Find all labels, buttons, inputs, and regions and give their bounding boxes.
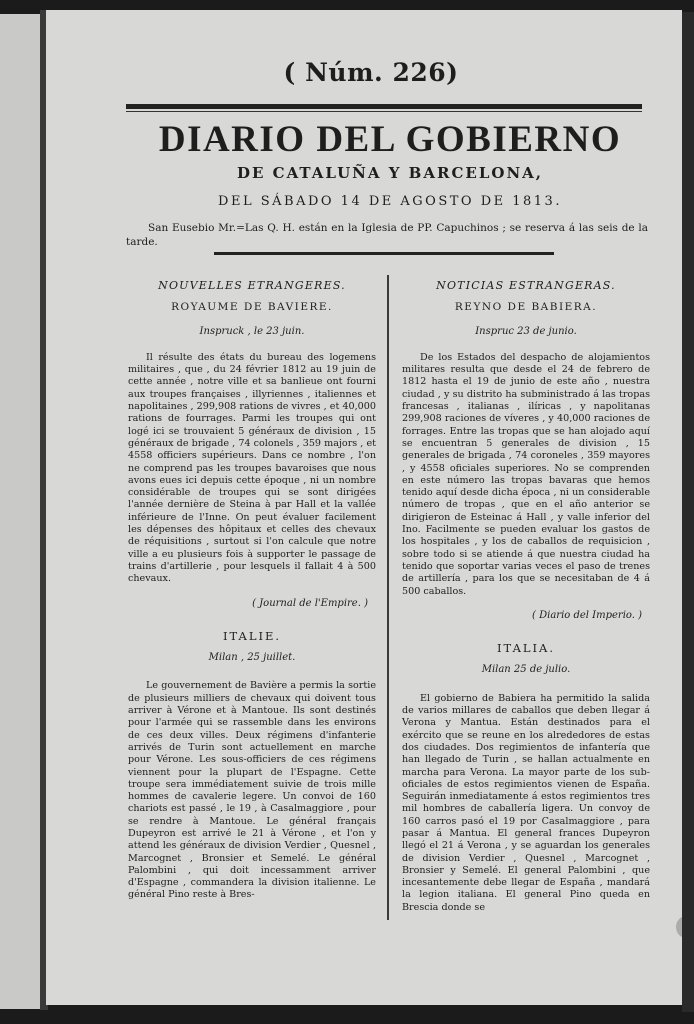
spanish-section-title: NOTICIAS ESTRANGERAS. <box>436 279 616 292</box>
spanish-dateline-2: Milan 25 de julio. <box>481 664 571 676</box>
french-dateline-2: Milan , 25 juillet. <box>208 652 296 664</box>
column-divider <box>387 275 389 920</box>
french-column <box>128 280 376 902</box>
header-rule-thin <box>126 111 642 112</box>
newspaper-page <box>46 10 682 1005</box>
issue-date: DEL SÁBADO 14 DE AGOSTO DE 1813. <box>218 194 562 209</box>
french-dateline: Inspruck , le 23 juin. <box>199 325 305 337</box>
spanish-dateline: Inspruc 23 de junio. <box>475 325 577 337</box>
church-notice: San Eusebio Mr.=Las Q. H. están en la Iglesia de PP. Capuchinos ; se reserva á las seis de la tarde. <box>126 222 648 248</box>
french-article-bavaria: Il résulte des états du bureau des logemens militaires , que , du 24 février 1812 au 19 juin de cette année , notre ville et sa banlieue ont fourni aux troupes françaises , illyriennes , italiennes et napolitaines , 299,908 rations de vivres , et 40,000 rations de fourrages. Parmi les troupes qui ont logé ici se trouvaient 5 généraux de division , 15 généraux de brigade , 74 colonels , 359 majors , et 4558 officiers supérieurs. Dans ce nombre , l'on ne comprend pas les troupes bavaroises que nous avons eues ici depuis cette époque , ni un nombre considérable de troupes qui se sont dirigées l'année dernière de Steina à par Hall et la vallée inférieure de l'Inne. On peut évaluer facilement les dépenses des hôpitaux et celles des chevaux de réquisitions , surtout si l'on calcule que notre ville a eu plusieurs fois à supporter le passage de trains d'artillerie , pour lesquels il fallait 4 à 500 chevaux. <box>128 351 376 585</box>
french-section-title: NOUVELLES ETRANGERES. <box>158 279 346 292</box>
masthead-title: DIARIO DEL GOBIERNO <box>158 119 622 160</box>
page-right-edge <box>682 12 694 1012</box>
spanish-article-italy: El gobierno de Babiera ha permitido la salida de varios millares de caballos que deben llegar á Verona y Mantua. Están destinados para el exército que se reune en los alrededores de estas dos ciudades. Dos regimientos de infantería que han llegado de Turin , se hallan actualmente en marcha para Verona. La mayor parte de los sub-oficiales de estos regimientos vienen de España. Seguirán inmediatamente á estos regimientos tres mil hombres de caballería ligera. Un convoy de 160 carros pasó el 19 por Casalmaggiore , para pasar á Mantua. El general frances Dupeyron llegó el 21 á Verona , y se aguardan los generales de division Verdier , Quesnel , Marcognet , Bronsier y Semelé. El general Palombini , que incesantemente debe llegar de España , mandará la legion italiana. El general Pino queda en Brescia donde se <box>402 692 650 913</box>
french-country-heading: ITALIE. <box>222 628 282 643</box>
french-source: ( Journal de l'Empire. ) <box>252 597 368 609</box>
spanish-column <box>402 280 650 914</box>
spanish-source: ( Diario del Imperio. ) <box>532 609 642 621</box>
french-article-italy: Le gouvernement de Bavière a permis la sortie de plusieurs milliers de chevaux qui doivent tous arriver à Vérone et à Mantoue. Ils sont destinés pour l'armée qui se rassemble dans les environs de ces deux villes. Deux régimens d'infanterie arrivés de Turin sont actuellement en marche pour Vérone. Les sous-officiers de ces régimens viennent pour la plupart de l'Espagne. Cette troupe sera immédiatement suivie de trois mille hommes de cavalerie legere. Un convoi de 160 chariots est passé , le 19 , à Casalmaggiore , pour se rendre à Mantoue. Le général français Dupeyron est arrivé le 21 à Vérone , et l'on y attend les généraux de division Verdier , Quesnel , Marcognet , Bronsier et Semelé. Le général Palombini , qui doit incessamment arriver d'Espagne , commandera la division italienne. Le général Pino reste à Bres- <box>128 680 376 901</box>
masthead-subtitle: DE CATALUÑA Y BARCELONA, <box>236 164 544 182</box>
french-kingdom-heading: ROYAUME DE BAVIERE. <box>171 301 333 314</box>
spanish-article-bavaria: De los Estados del despacho de alojamientos militares resulta que desde el 24 de febrero de 1812 hasta el 19 de junio de este año , nuestra ciudad , y su distrito ha subministrado á las tropas francesas , italianas , ilíricas , y napolitanas 299,908 raciones de víveres , y 40,000 raciones de forrages. Entre las tropas que se han alojado aquí se encuentran 5 generales de division , 15 generales de brigada , 74 coroneles , 359 mayores , y 4558 oficiales superiores. No se comprenden en este número las tropas bavaras que hemos tenido aquí desde dicha época , ni un considerable número de tropas , que en el año anterior se dirigieron de Esteinac á Hall , y valle inferior del Ino. Facilmente se pueden evaluar los gastos de los hospitales , y los de caballos de requisicion , sobre todo si se atiende á que nuestra ciudad ha tenido que soportar varias veces el paso de trenes de artillería , para los que se necesitaban de 4 á 500 caballos. <box>402 351 650 597</box>
spanish-country-heading: ITALIA. <box>496 641 556 656</box>
issue-number: ( Núm. 226) <box>283 58 459 87</box>
header-rule-thick <box>126 104 642 109</box>
spanish-kingdom-heading: REYNO DE BABIERA. <box>454 301 598 314</box>
section-rule <box>214 252 554 255</box>
facing-page-edge <box>0 14 44 1009</box>
